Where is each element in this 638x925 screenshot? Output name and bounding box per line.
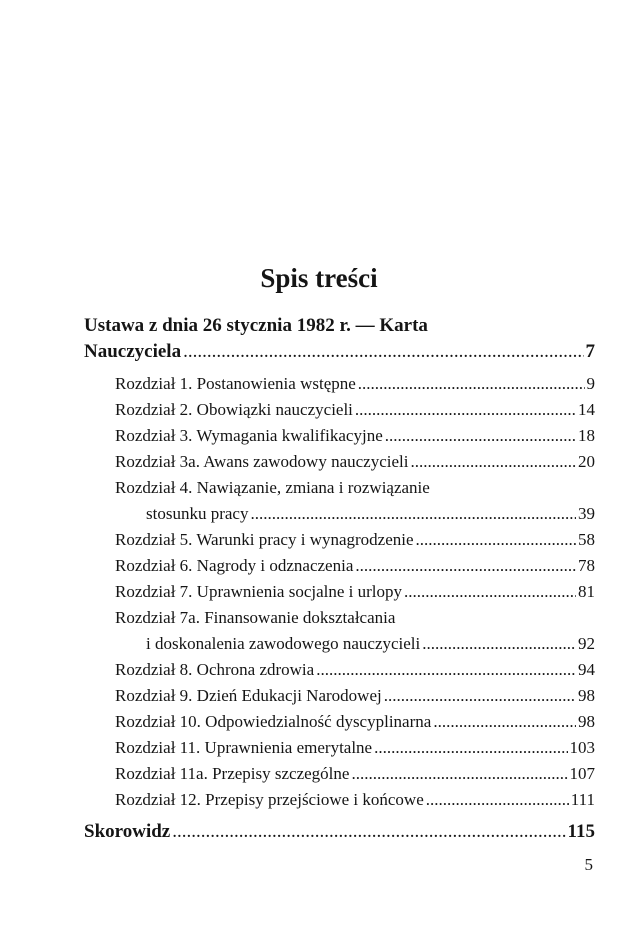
chapter-page: 14: [578, 400, 595, 419]
dot-leader: [172, 819, 565, 845]
chapter-label: Rozdział 3. Wymagania kwalifikacyjne: [115, 426, 383, 445]
chapter-label: Rozdział 6. Nagrody i odznaczenia: [115, 556, 354, 575]
chapter-page: 20: [578, 452, 595, 471]
toc-entry-chapter-2[interactable]: [84, 397, 595, 423]
chapter-label: Rozdział 10. Odpowiedzialność dyscyplinarna: [115, 712, 432, 731]
chapter-page: 39: [578, 504, 595, 523]
toc-entry-index-page: 115: [567, 821, 595, 842]
toc-entry-act-line1: Ustawa z dnia 26 stycznia 1982 r. — Karta: [84, 315, 428, 336]
chapter-page: 103: [569, 738, 595, 757]
page-title: Spis treści: [260, 263, 378, 294]
dot-leader: [416, 527, 576, 553]
dot-leader: [316, 657, 576, 683]
chapter-label: Rozdział 3a. Awans zawodowy nauczycieli: [115, 452, 409, 471]
chapter-label: Rozdział 2. Obowiązki nauczycieli: [115, 400, 353, 419]
chapter-page: 81: [578, 582, 595, 601]
chapter-page: 58: [578, 530, 595, 549]
chapter-label: Rozdział 1. Postanowienia wstępne: [115, 374, 356, 393]
chapter-label: Rozdział 11a. Przepisy szczególne: [115, 764, 350, 783]
toc-entry-chapter-9[interactable]: [84, 683, 595, 709]
dot-leader: [410, 449, 576, 475]
toc-entry-chapter-7[interactable]: [84, 579, 595, 605]
toc-entry-chapter-6[interactable]: [84, 553, 595, 579]
dot-leader: [374, 735, 567, 761]
dot-leader: [250, 501, 576, 527]
chapter-label: Rozdział 9. Dzień Edukacji Narodowej: [115, 686, 382, 705]
chapter-label: Rozdział 8. Ochrona zdrowia: [115, 660, 315, 679]
toc-entry-act-line2: Nauczyciela: [84, 341, 182, 362]
chapter-page: 9: [586, 374, 595, 393]
toc-entry-chapter-11a[interactable]: [84, 761, 595, 787]
dot-leader: [358, 371, 585, 397]
toc-entry-chapter-4[interactable]: [84, 475, 595, 527]
chapter-page: 18: [578, 426, 595, 445]
chapter-label-continued: stosunku pracy: [146, 504, 249, 523]
chapter-page: 92: [578, 634, 595, 653]
chapter-list: [84, 371, 595, 813]
toc-entry-chapter-1[interactable]: [84, 371, 595, 397]
dot-leader: [404, 579, 576, 605]
dot-leader: [385, 423, 576, 449]
toc-entry-index[interactable]: [84, 819, 595, 845]
toc-entry-act-page: 7: [585, 341, 595, 362]
chapter-page: 111: [570, 790, 595, 809]
chapter-label: Rozdział 12. Przepisy przejściowe i końcowe: [115, 790, 424, 809]
chapter-label: Rozdział 11. Uprawnienia emerytalne: [115, 738, 373, 757]
toc-entry-chapter-10[interactable]: [84, 709, 595, 735]
chapter-label-continued: i doskonalenia zawodowego nauczycieli: [146, 634, 421, 653]
toc-entry-chapter-5[interactable]: [84, 527, 595, 553]
dot-leader: [422, 631, 576, 657]
dot-leader: [433, 709, 576, 735]
dot-leader: [355, 397, 576, 423]
chapter-page: 94: [578, 660, 595, 679]
chapter-page: 78: [578, 556, 595, 575]
chapter-label: Rozdział 5. Warunki pracy i wynagrodzenie: [115, 530, 414, 549]
chapter-label: Rozdział 7. Uprawnienia socjalne i urlopy: [115, 582, 403, 601]
dot-leader: [183, 339, 583, 365]
toc-entry-chapter-12[interactable]: [84, 787, 595, 813]
chapter-label: Rozdział 4. Nawiązanie, zmiana i rozwiązanie: [115, 478, 430, 497]
toc-entry-index-label: Skorowidz: [84, 821, 171, 842]
chapter-page: 107: [569, 764, 595, 783]
table-of-contents: [84, 313, 595, 845]
toc-entry-chapter-3a[interactable]: [84, 449, 595, 475]
toc-entry-act[interactable]: [84, 313, 595, 365]
dot-leader: [384, 683, 576, 709]
toc-entry-chapter-8[interactable]: [84, 657, 595, 683]
toc-entry-chapter-3[interactable]: [84, 423, 595, 449]
toc-entry-chapter-7a[interactable]: [84, 605, 595, 657]
chapter-page: 98: [578, 686, 595, 705]
chapter-page: 98: [578, 712, 595, 731]
toc-entry-chapter-11[interactable]: [84, 735, 595, 761]
dot-leader: [351, 761, 567, 787]
page-number: 5: [584, 855, 593, 874]
chapter-label: Rozdział 7a. Finansowanie dokształcania: [115, 608, 396, 627]
dot-leader: [355, 553, 576, 579]
dot-leader: [426, 787, 569, 813]
